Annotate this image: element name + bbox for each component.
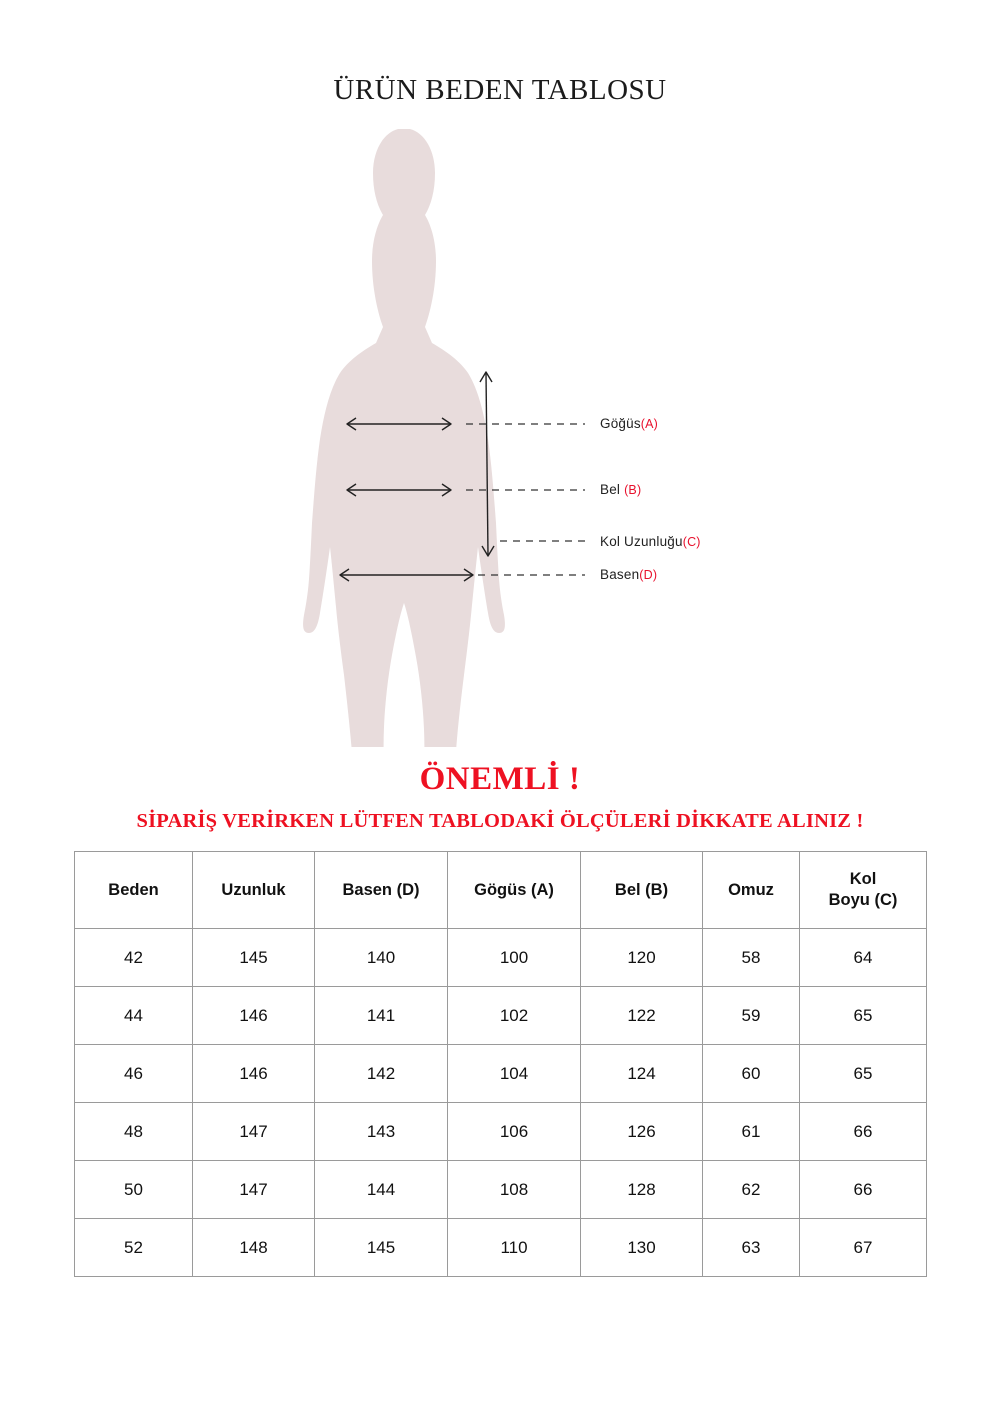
cell-basen: 143 [315, 1103, 448, 1161]
cell-uzunluk: 146 [193, 1045, 315, 1103]
cell-uzunluk: 145 [193, 929, 315, 987]
label-waist-code: (B) [624, 483, 642, 497]
cell-gogus: 100 [448, 929, 581, 987]
cell-kol: 66 [800, 1103, 927, 1161]
cell-bel: 120 [581, 929, 703, 987]
cell-bel: 126 [581, 1103, 703, 1161]
cell-omuz: 61 [703, 1103, 800, 1161]
table-row [75, 929, 927, 987]
cell-kol: 67 [800, 1219, 927, 1277]
cell-bel: 122 [581, 987, 703, 1045]
label-waist-text: Bel [600, 482, 625, 497]
cell-basen: 140 [315, 929, 448, 987]
label-chest-text: Göğüs [600, 416, 641, 431]
cell-kol: 66 [800, 1161, 927, 1219]
size-table [74, 851, 927, 1277]
body-measurement-figure [0, 117, 1000, 747]
header-omuz: Omuz [703, 852, 800, 929]
header-uzunluk: Uzunluk [193, 852, 315, 929]
label-sleeve-code: (C) [682, 535, 701, 549]
header-kol-line2: Boyu (C) [828, 891, 898, 909]
cell-uzunluk: 147 [193, 1161, 315, 1219]
cell-kol: 65 [800, 987, 927, 1045]
important-notice-heading: ÖNEMLİ ! [419, 761, 581, 797]
important-notice-subtext: SİPARİŞ VERİRKEN LÜTFEN TABLODAKİ ÖLÇÜLERİ DİKKATE ALINIZ ! [136, 810, 864, 832]
label-chest [600, 416, 658, 431]
cell-omuz: 62 [703, 1161, 800, 1219]
header-bel: Bel (B) [581, 852, 703, 929]
female-silhouette-diagram [0, 117, 1000, 747]
cell-basen: 144 [315, 1161, 448, 1219]
label-chest-code: (A) [640, 417, 659, 431]
cell-uzunluk: 147 [193, 1103, 315, 1161]
cell-uzunluk: 148 [193, 1219, 315, 1277]
label-sleeve-text: Kol Uzunluğu [600, 534, 683, 549]
cell-bel: 124 [581, 1045, 703, 1103]
header-basen: Basen (D) [315, 852, 448, 929]
page-title: ÜRÜN BEDEN TABLOSU [333, 74, 667, 106]
label-hip-text: Basen [600, 567, 640, 582]
label-hip-code: (D) [639, 568, 658, 582]
cell-kol: 65 [800, 1045, 927, 1103]
cell-gogus: 110 [448, 1219, 581, 1277]
label-waist [600, 482, 641, 497]
cell-omuz: 58 [703, 929, 800, 987]
table-row [75, 1045, 927, 1103]
silhouette-shape [303, 129, 505, 747]
header-kol-boyu [800, 852, 927, 929]
cell-beden: 46 [75, 1045, 193, 1103]
header-gogus: Gögüs (A) [448, 852, 581, 929]
cell-gogus: 102 [448, 987, 581, 1045]
table-row [75, 1103, 927, 1161]
cell-kol: 64 [800, 929, 927, 987]
cell-omuz: 60 [703, 1045, 800, 1103]
table-row [75, 1161, 927, 1219]
cell-beden: 50 [75, 1161, 193, 1219]
cell-basen: 142 [315, 1045, 448, 1103]
cell-uzunluk: 146 [193, 987, 315, 1045]
label-sleeve [600, 534, 701, 549]
cell-beden: 52 [75, 1219, 193, 1277]
cell-gogus: 106 [448, 1103, 581, 1161]
header-beden: Beden [75, 852, 193, 929]
cell-bel: 128 [581, 1161, 703, 1219]
cell-beden: 48 [75, 1103, 193, 1161]
cell-basen: 145 [315, 1219, 448, 1277]
size-table-container [74, 851, 926, 1277]
cell-omuz: 59 [703, 987, 800, 1045]
cell-gogus: 108 [448, 1161, 581, 1219]
cell-beden: 44 [75, 987, 193, 1045]
cell-gogus: 104 [448, 1045, 581, 1103]
cell-omuz: 63 [703, 1219, 800, 1277]
cell-bel: 130 [581, 1219, 703, 1277]
table-row [75, 1219, 927, 1277]
table-header-row [75, 852, 927, 929]
label-hip [600, 567, 657, 582]
header-kol-line1: Kol [849, 870, 877, 889]
cell-basen: 141 [315, 987, 448, 1045]
table-row [75, 987, 927, 1045]
cell-beden: 42 [75, 929, 193, 987]
